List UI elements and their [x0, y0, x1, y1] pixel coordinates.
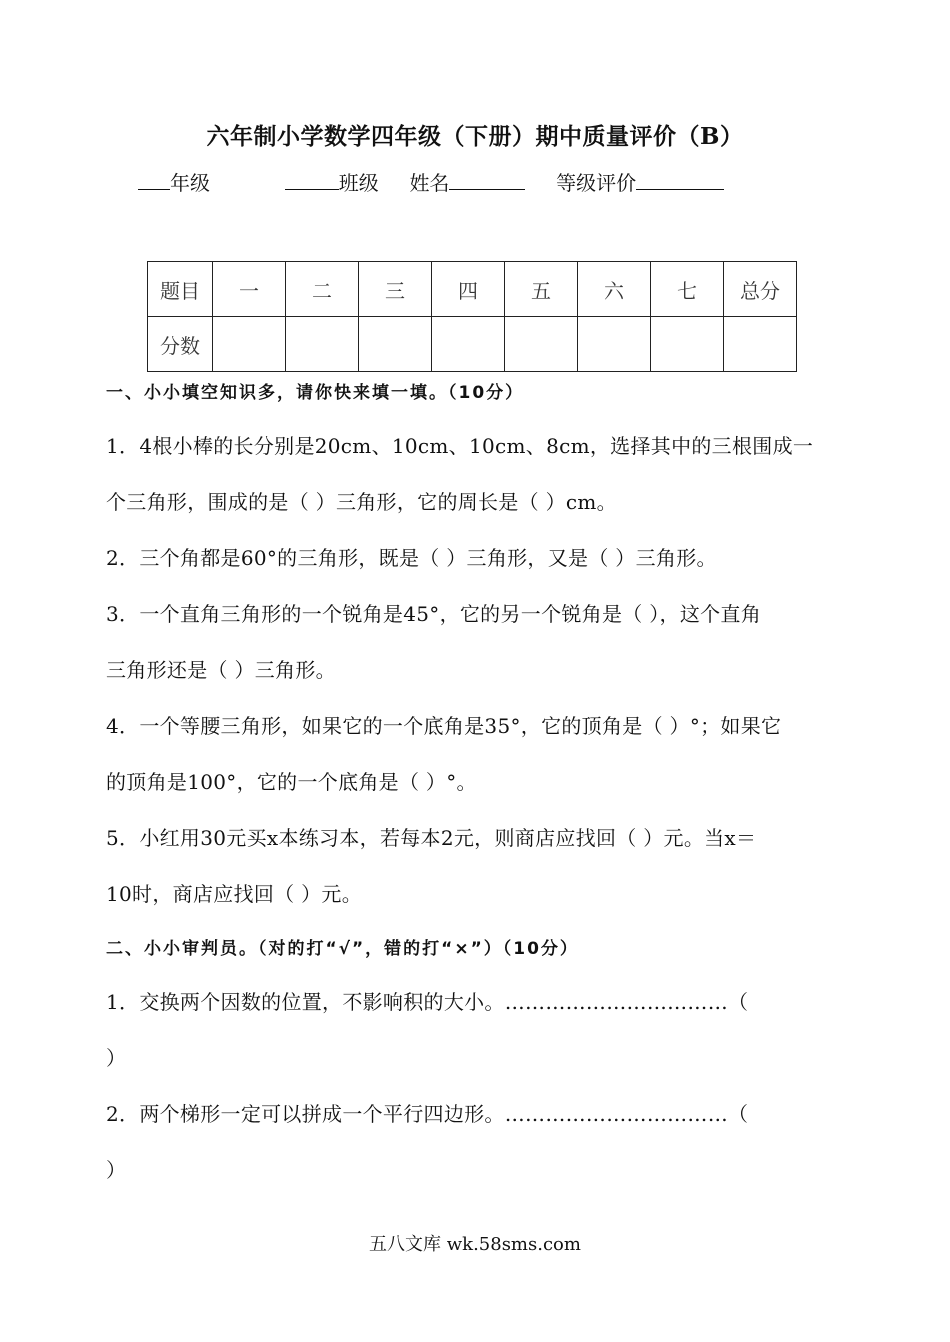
score-input-cell[interactable] [286, 317, 359, 372]
question-line: 10时，商店应找回（ ）元。 [106, 882, 363, 906]
question-line: 的顶角是100°，它的一个底角是（ ）°。 [106, 770, 477, 794]
table-cell: 六 [578, 262, 651, 317]
footer-watermark: 五八文库 wk.58sms.com [369, 1234, 581, 1255]
class-label: 班级 [338, 171, 379, 195]
table-cell: 二 [286, 262, 359, 317]
question-line: 2．三个角都是60°的三角形，既是（ ）三角形，又是（ ）三角形。 [106, 546, 717, 570]
table-cell: 五 [505, 262, 578, 317]
question-line: ） [106, 1046, 127, 1070]
score-input-cell[interactable] [651, 317, 724, 372]
table-cell: 七 [651, 262, 724, 317]
page-title: 六年制小学数学四年级（下册）期中质量评价（B） [206, 123, 744, 150]
name-label: 姓名 [409, 171, 450, 195]
question-line: 3．一个直角三角形的一个锐角是45°，它的另一个锐角是（ ），这个直角 [106, 602, 762, 626]
rating-blank [636, 169, 724, 190]
score-input-cell[interactable] [213, 317, 286, 372]
table-cell: 总分 [724, 262, 797, 317]
table-cell: 分数 [148, 317, 213, 372]
section1-heading: 一、小小填空知识多，请你快来填一填。（10分） [106, 383, 525, 403]
table-cell: 三 [359, 262, 432, 317]
question-line: 1．4根小棒的长分别是20cm、10cm、10cm、8cm，选择其中的三根围成一 [106, 434, 814, 458]
score-input-cell[interactable] [505, 317, 578, 372]
table-cell: 题目 [148, 262, 213, 317]
question-line: 4．一个等腰三角形，如果它的一个底角是35°，它的顶角是（ ）°；如果它 [106, 714, 782, 738]
name-blank [449, 169, 525, 190]
question-line: 5．小红用30元买x本练习本，若每本2元，则商店应找回（ ）元。当x＝ [106, 826, 757, 850]
grade-label: 年级 [170, 171, 210, 195]
question-line: 2．两个梯形一定可以拼成一个平行四边形。……………………………（ [106, 1102, 749, 1126]
grade-blank [138, 169, 170, 190]
table-cell: 四 [432, 262, 505, 317]
question-line: 1．交换两个因数的位置，不影响积的大小。……………………………（ [106, 990, 749, 1014]
score-input-cell[interactable] [724, 317, 797, 372]
student-info-line [138, 167, 724, 196]
score-input-cell[interactable] [578, 317, 651, 372]
score-table-score-row [148, 317, 797, 372]
question-line: ） [106, 1158, 127, 1182]
score-input-cell[interactable] [432, 317, 505, 372]
score-table [147, 261, 797, 372]
table-cell: 一 [213, 262, 286, 317]
class-blank [285, 169, 339, 190]
score-input-cell[interactable] [359, 317, 432, 372]
section2-heading: 二、小小审判员。（对的打“√”，错的打“×”）（10分） [106, 939, 579, 959]
score-table-header-row [148, 262, 797, 317]
rating-label: 等级评价 [556, 171, 637, 195]
question-line: 三角形还是（ ）三角形。 [106, 658, 336, 682]
question-line: 个三角形，围成的是（ ）三角形，它的周长是（ ）cm。 [106, 490, 617, 514]
